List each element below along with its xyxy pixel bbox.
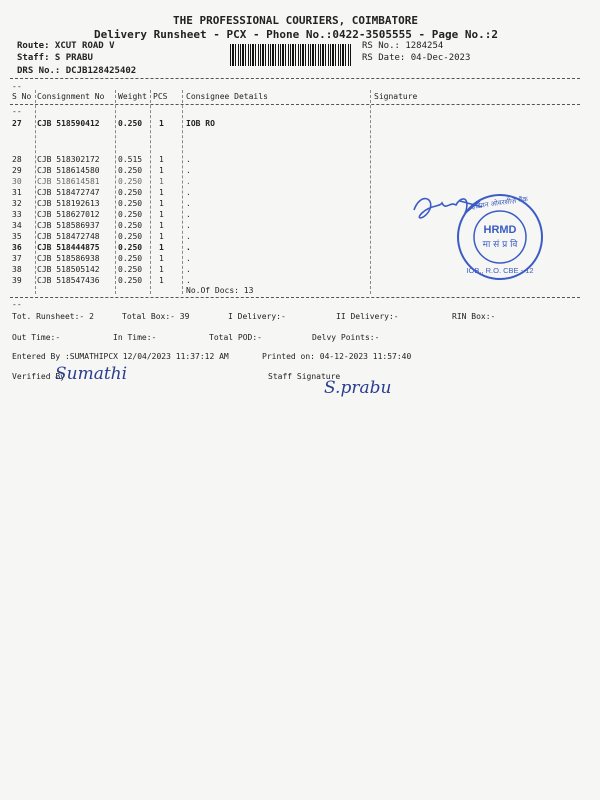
row-pcs: 1 — [159, 232, 164, 241]
row-sno: 39 — [12, 276, 22, 285]
row-weight: 0.250 — [118, 166, 143, 175]
divider — [10, 297, 580, 298]
stamp-inner-ring — [474, 211, 526, 263]
row-weight: 0.250 — [118, 188, 143, 197]
row-details: . — [186, 221, 191, 230]
row-details: . — [186, 243, 191, 252]
col-signature: Signature — [374, 92, 418, 101]
row-weight: 0.250 — [118, 276, 143, 285]
row-consignment: CJB 518505142 — [37, 265, 100, 274]
row-consignment: CJB 518614581 — [37, 177, 100, 186]
row-details: . — [186, 199, 191, 208]
stamp-hindi: मा सं प्र वि — [482, 240, 518, 250]
row-details: . — [186, 155, 191, 164]
row-consignment: CJB 518302172 — [37, 155, 100, 164]
staff-signature: S.prabu — [324, 378, 392, 398]
row-pcs: 1 — [159, 265, 164, 274]
row-sno: 27 — [12, 119, 22, 128]
divider — [10, 104, 580, 105]
row-details: . — [186, 254, 191, 263]
row-details: . — [186, 265, 191, 274]
row-sno: 35 — [12, 232, 22, 241]
row-consignment: CJB 518586937 — [37, 221, 100, 230]
row-pcs: 1 — [159, 221, 164, 230]
total-pod: Total POD:- — [209, 333, 262, 342]
row-weight: 0.250 — [118, 265, 143, 274]
entered-by: Entered By :SUMATHIPCX 12/04/2023 11:37:12 AM — [12, 352, 229, 361]
stamp-hrmd: HRMD — [483, 224, 517, 236]
company-name: THE PROFESSIONAL COURIERS, COIMBATORE — [173, 14, 419, 27]
column-rule — [370, 90, 371, 294]
barcode — [230, 44, 352, 66]
row-weight: 0.250 — [118, 221, 143, 230]
row-details: . — [186, 276, 191, 285]
row-pcs: 1 — [159, 177, 164, 186]
rs-number: RS No.: 1284254 — [362, 41, 444, 51]
in-time: In Time:- — [113, 333, 157, 342]
row-consignment: CJB 518590412 — [37, 119, 100, 128]
office-stamp — [400, 185, 550, 285]
row-details: . — [186, 166, 191, 175]
row-sno: 34 — [12, 221, 22, 230]
row-pcs: 1 — [159, 243, 164, 252]
staff-signature-label: Staff Signature — [268, 372, 341, 381]
row-details: IOB RO — [186, 119, 215, 128]
row-consignment: CJB 518472748 — [37, 232, 100, 241]
row-pcs: 1 — [159, 166, 164, 175]
row-pcs: 1 — [159, 199, 164, 208]
row-weight: 0.250 — [118, 254, 143, 263]
row-pcs: 1 — [159, 210, 164, 219]
stamp-ring-bottom: IOB., R.O. CBE - 12 — [466, 266, 534, 275]
verifier-signature: Sumathi — [55, 364, 128, 384]
row-consignment: CJB 518472747 — [37, 188, 100, 197]
row-consignment: CJB 518192613 — [37, 199, 100, 208]
route: Route: XCUT ROAD V — [17, 41, 115, 51]
col-pcs: PCS — [153, 92, 168, 101]
row-details: . — [186, 188, 191, 197]
row-pcs: 1 — [159, 276, 164, 285]
row-consignment: CJB 518547436 — [37, 276, 100, 285]
row-sno: 29 — [12, 166, 22, 175]
drs-number: DRS No.: DCJB128425402 — [17, 66, 137, 76]
row-sno: 30 — [12, 177, 22, 186]
row-consignment: CJB 518627012 — [37, 210, 100, 219]
row-sno: 28 — [12, 155, 22, 164]
delvy-points: Delvy Points:- — [312, 333, 380, 342]
row-weight: 0.250 — [118, 243, 143, 252]
column-rule — [182, 90, 183, 294]
row-weight: 0.250 — [118, 177, 143, 186]
row-weight: 0.250 — [118, 210, 143, 219]
first-delivery: I Delivery:- — [228, 312, 286, 321]
row-pcs: 1 — [159, 188, 164, 197]
column-rule — [150, 90, 151, 294]
row-pcs: 1 — [159, 254, 164, 263]
divider-marks: -- — [12, 300, 22, 309]
printed-on: Printed on: 04-12-2023 11:57:40 — [262, 352, 412, 361]
row-sno: 33 — [12, 210, 22, 219]
row-pcs: 1 — [159, 155, 164, 164]
divider-marks: -- — [12, 82, 22, 91]
col-sno: S No — [12, 92, 32, 101]
row-sno: 38 — [12, 265, 22, 274]
column-rule — [35, 90, 36, 294]
rin-box: RIN Box:- — [452, 312, 496, 321]
row-weight: 0.515 — [118, 155, 143, 164]
row-weight: 0.250 — [118, 232, 143, 241]
stamp-ring-top: इंडियन ओवरसीज़ बैंक — [471, 195, 529, 211]
row-pcs: 1 — [159, 119, 164, 128]
row-sno: 36 — [12, 243, 22, 252]
no-of-docs: No.Of Docs: 13 — [186, 286, 254, 295]
second-delivery: II Delivery:- — [336, 312, 399, 321]
runsheet-title: Delivery Runsheet - PCX - Phone No.:0422-3505555 - Page No.:2 — [94, 28, 498, 41]
rs-date: RS Date: 04-Dec-2023 — [362, 53, 471, 63]
total-box: Total Box:- 39 — [122, 312, 190, 321]
col-consignment: Consignment No — [37, 92, 105, 101]
col-consignee: Consignee Details — [186, 92, 268, 101]
row-consignment: CJB 518444875 — [37, 243, 100, 252]
row-sno: 32 — [12, 199, 22, 208]
verified-by-label: Verified By — [12, 372, 65, 381]
row-details: . — [186, 232, 191, 241]
divider — [10, 78, 580, 79]
col-weight: Weight — [118, 92, 147, 101]
row-weight: 0.250 — [118, 119, 143, 128]
row-sno: 37 — [12, 254, 22, 263]
staff: Staff: S PRABU — [17, 53, 93, 63]
row-weight: 0.250 — [118, 199, 143, 208]
column-rule — [115, 90, 116, 294]
total-runsheet: Tot. Runsheet:- 2 — [12, 312, 94, 321]
row-consignment: CJB 518614580 — [37, 166, 100, 175]
row-details: . — [186, 177, 191, 186]
row-sno: 31 — [12, 188, 22, 197]
out-time: Out Time:- — [12, 333, 61, 342]
divider-marks: -- — [12, 107, 22, 116]
row-details: . — [186, 210, 191, 219]
row-consignment: CJB 518586938 — [37, 254, 100, 263]
